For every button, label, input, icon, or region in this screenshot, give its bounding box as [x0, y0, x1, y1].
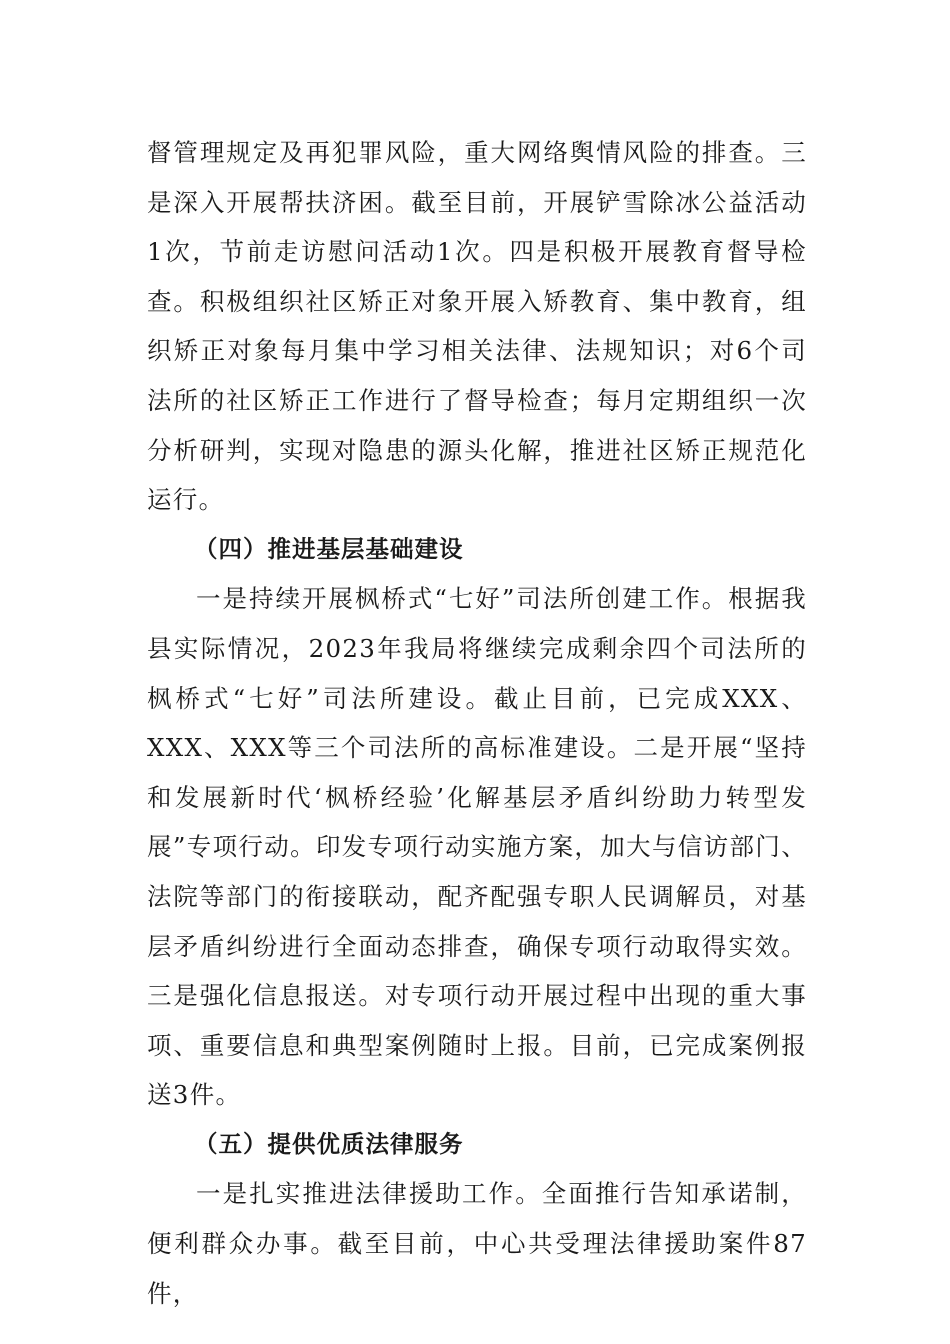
- paragraph-legal-services: 一是扎实推进法律援助工作。全面推行告知承诺制，便利群众办事。截至目前，中心共受理法律援助案件87件，: [147, 1179, 807, 1308]
- paragraph-continued: 督管理规定及再犯罪风险，重大网络舆情风险的排查。三是深入开展帮扶济困。截至目前，开展铲雪除冰公益活动1次，节前走访慰问活动1次。四是积极开展教育督导检查。积极组织社区矫正对象开展入矫教育、集中教育，组织矫正对象每月集中学习相关法律、法规知识；对6个司法所的社区矫正工作进行了督导检查；每月定期组织一次分析研判，实现对隐患的源头化解，推进社区矫正规范化运行。: [147, 138, 807, 515]
- paragraph-grassroots-construction: 一是持续开展枫桥式“七好”司法所创建工作。根据我县实际情况，2023年我局将继续完成剩余四个司法所的枫桥式“七好”司法所建设。截止目前，已完成XXX、XXX、XXX等三个司法所的高标准建设。二是开展“坚持和发展新时代‘枫桥经验’化解基层矛盾纠纷助力转型发展”专项行动。印发专项行动实施方案，加大与信访部门、法院等部门的衔接联动，配齐配强专职人民调解员，对基层矛盾纠纷进行全面动态排查，确保专项行动取得实效。三是强化信息报送。对专项行动开展过程中出现的重大事项、重要信息和典型案例随时上报。目前，已完成案例报送3件。: [147, 584, 807, 1110]
- document-body: [147, 128, 807, 1318]
- section-heading-four: （四）推进基层基础建设: [194, 534, 464, 563]
- section-heading-five: （五）提供优质法律服务: [194, 1129, 464, 1158]
